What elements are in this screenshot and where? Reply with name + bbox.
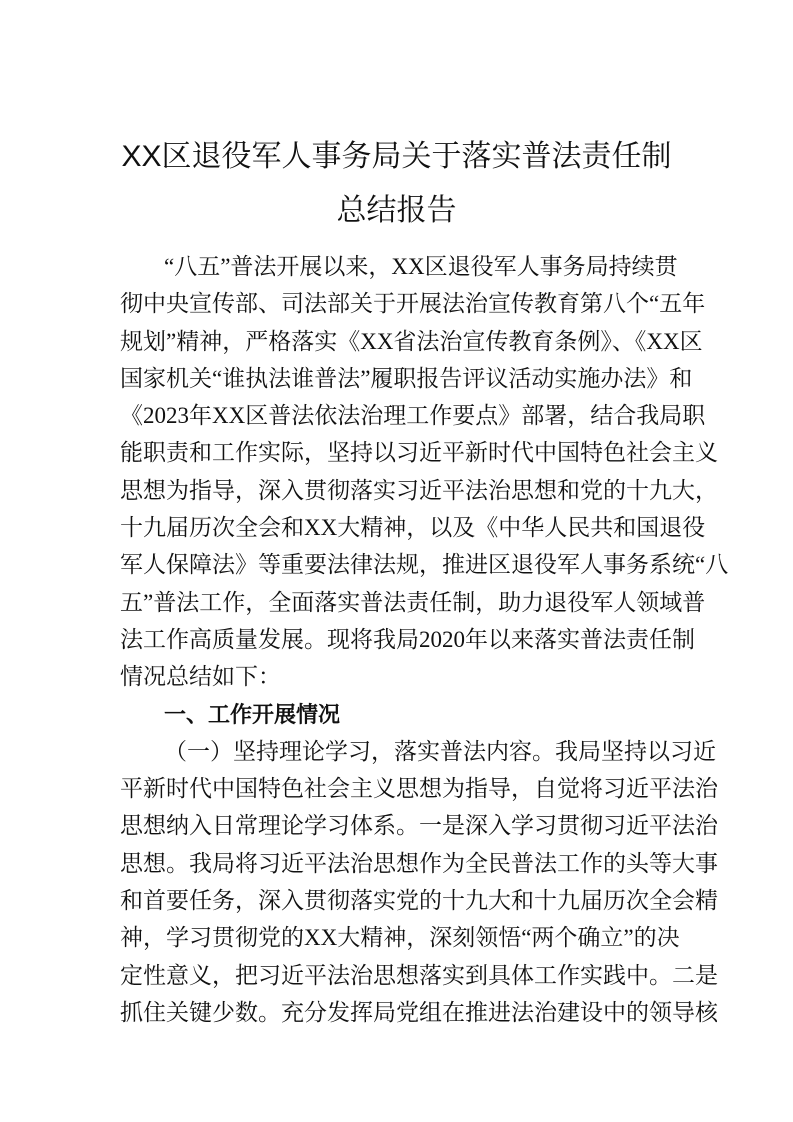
paragraph-line: 平新时代中国特色社会主义思想为指导，自觉将习近平法治 (120, 776, 718, 802)
paragraph-line: 彻中央宣传部、司法部关于开展法治宣传教育第八个“五年 (120, 291, 706, 317)
document-body (120, 248, 729, 1031)
paragraph-line: 情况总结如下： (120, 664, 281, 690)
paragraph-line: 定性意义，把习近平法治思想落实到具体工作实践中。二是 (120, 962, 718, 988)
paragraph-line: 思想纳入日常理论学习体系。一是深入学习贯彻习近平法治 (120, 813, 718, 839)
paragraph-line: 《2023年XX区普法依法治理工作要点》部署，结合我局职 (120, 403, 706, 429)
paragraph-line: “八五”普法开展以来，XX区退役军人事务局持续贯 (164, 254, 678, 279)
paragraph-line: 能职责和工作实际，坚持以习近平新时代中国特色社会主义 (120, 440, 718, 466)
paragraph-line: 五”普法工作，全面落实普法责任制，助力退役军人领域普 (120, 589, 706, 615)
paragraph-line: 规划”精神，严格落实《XX省法治宣传教育条例》、《XX区 (120, 328, 703, 354)
document-title-line-2: 总结报告 (336, 194, 457, 227)
intro-paragraph (120, 248, 729, 696)
paragraph-line: 十九届历次全会和XX大精神，以及《中华人民共和国退役 (120, 515, 706, 541)
section-paragraph (120, 733, 718, 1031)
paragraph-line: 神，学习贯彻党的XX大精神，深刻领悟“两个确立”的决 (120, 925, 680, 951)
document-title-line-1: XX区退役军人事务局关于落实普法责任制 (121, 140, 672, 173)
paragraph-line: 法工作高质量发展。现将我局2020年以来落实普法责任制 (120, 626, 695, 652)
section-heading: 一、工作开展情况 (164, 701, 341, 727)
paragraph-line: 和首要任务，深入贯彻落实党的十九大和十九届历次全会精 (120, 888, 718, 914)
paragraph-line: （一）坚持理论学习，落实普法内容。我局坚持以习近 (164, 738, 716, 764)
paragraph-line: 军人保障法》等重要法律法规，推进区退役军人事务系统“八 (120, 552, 729, 578)
paragraph-line: 抓住关键少数。充分发挥局党组在推进法治建设中的领导核 (120, 999, 718, 1025)
paragraph-line: 思想。我局将习近平法治思想作为全民普法工作的头等大事 (120, 850, 718, 876)
paragraph-line: 国家机关“谁执法谁普法”履职报告评议活动实施办法》和 (120, 365, 693, 391)
paragraph-line: 思想为指导，深入贯彻落实习近平法治思想和党的十九大， (120, 477, 718, 503)
